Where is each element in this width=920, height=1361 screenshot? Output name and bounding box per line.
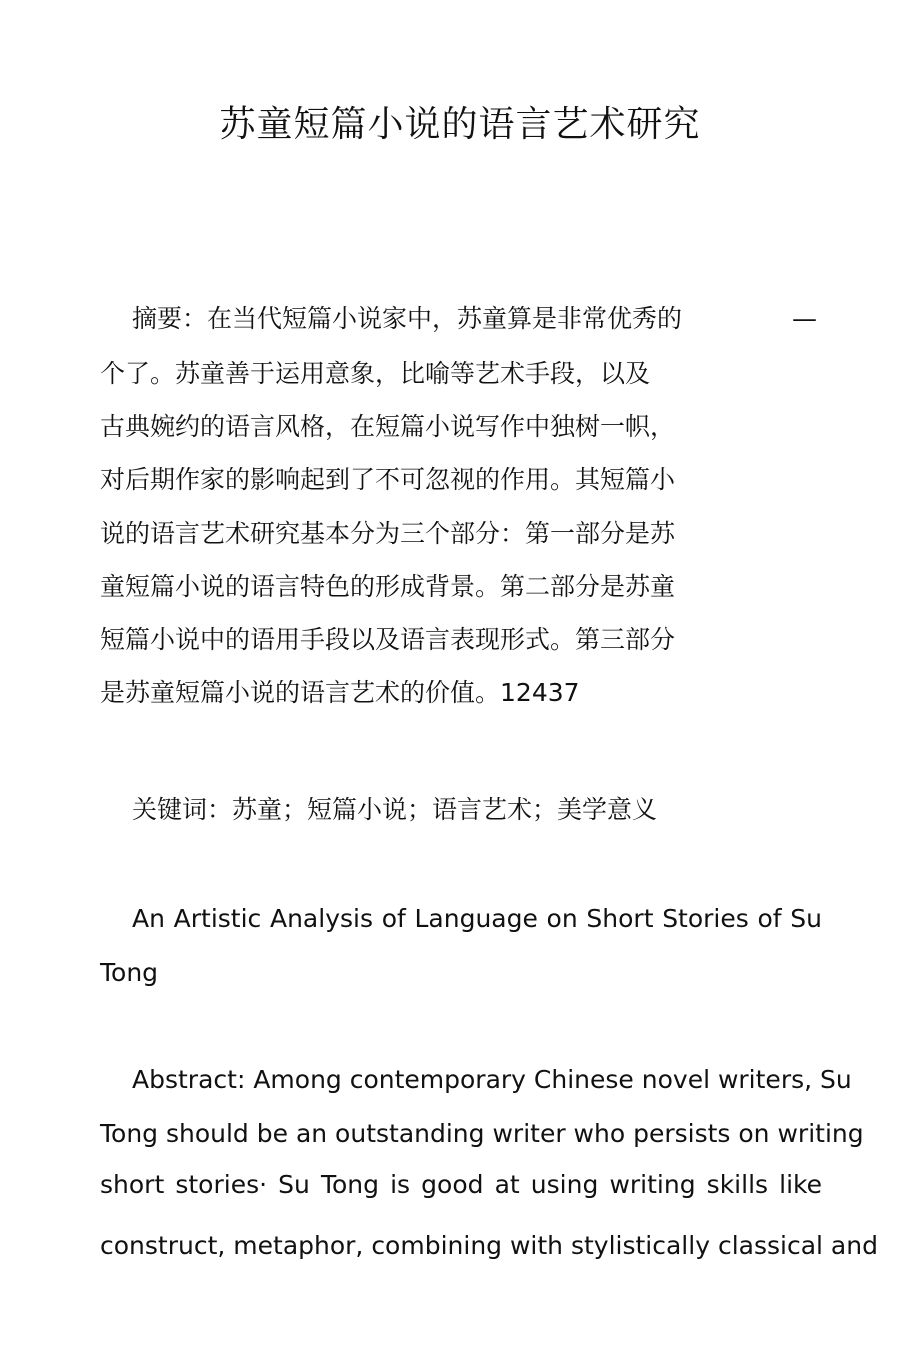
title-en-line-2: Tong xyxy=(100,958,159,987)
abstract-cn-line-8: 是苏童短篇小说的语言艺术的价值。12437 xyxy=(100,678,580,707)
title-en-line-1: An Artistic Analysis of Language on Short Stories of Su xyxy=(132,904,822,933)
keywords-cn: 关键词：苏童；短篇小说；语言艺术；美学意义 xyxy=(132,795,658,824)
page-title: 苏童短篇小说的语言艺术研究 xyxy=(219,104,701,145)
abstract-cn-line-7: 短篇小说中的语用手段以及语言表现形式。第三部分 xyxy=(100,625,676,654)
abstract-cn-line-3: 古典婉约的语言风格，在短篇小说写作中独树一帜， xyxy=(100,412,676,441)
abstract-cn-line-4: 对后期作家的影响起到了不可忽视的作用。其短篇小 xyxy=(100,465,676,494)
abstract-en-line-1: Abstract: Among contemporary Chinese novel writers, Su xyxy=(132,1065,852,1094)
abstract-cn-line-5: 说的语言艺术研究基本分为三个部分：第一部分是苏 xyxy=(100,519,676,548)
abstract-cn-line-1: 摘要：在当代短篇小说家中，苏童算是非常优秀的 xyxy=(132,304,683,333)
abstract-cn-line-2: 个了。苏童善于运用意象，比喻等艺术手段，以及 xyxy=(100,359,651,388)
abstract-en-line-2: Tong should be an outstanding writer who persists on writing xyxy=(100,1119,864,1148)
abstract-en-line-4: construct, metaphor, combining with stylistically classical and xyxy=(100,1231,878,1260)
abstract-cn-line-6: 童短篇小说的语言特色的形成背景。第二部分是苏童 xyxy=(100,572,676,601)
abstract-cn-dash: — xyxy=(792,304,817,333)
abstract-en-line-3: short stories· Su Tong is good at using writing skills like xyxy=(100,1170,822,1199)
